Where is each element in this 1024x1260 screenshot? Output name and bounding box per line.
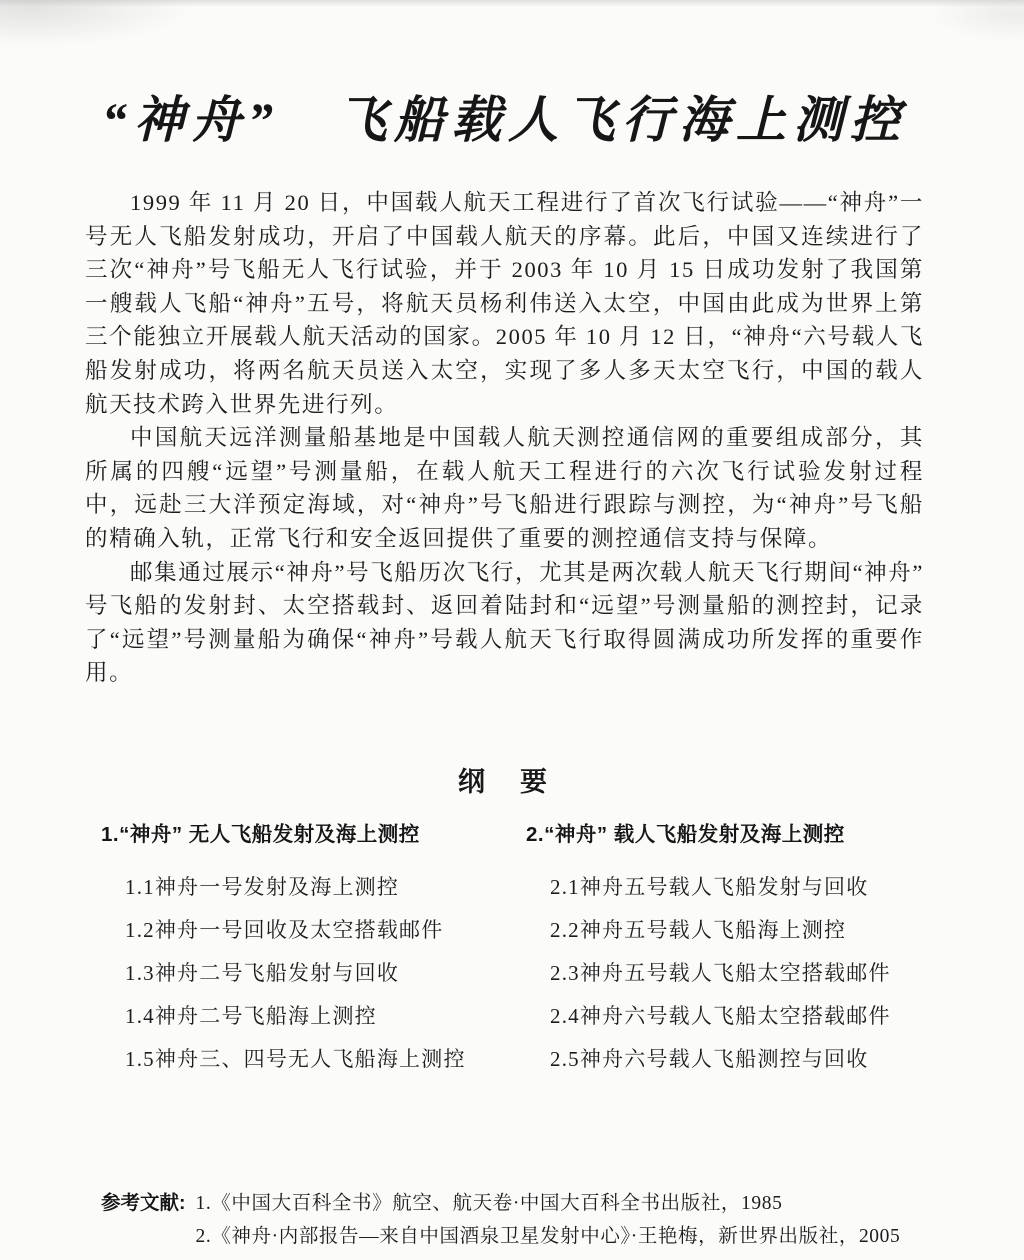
outline-item: 2.5神舟六号载人飞船测控与回收 — [550, 1046, 869, 1071]
page-title: “神舟” 飞船载人飞行海上测控 — [102, 92, 907, 148]
outline-item: 2.3神舟五号载人飞船太空搭载邮件 — [550, 960, 891, 985]
references-label: 参考文献: — [101, 1191, 186, 1214]
outline-item: 1.2神舟一号回收及太空搭载邮件 — [125, 917, 444, 942]
references-list — [196, 1187, 901, 1253]
outline-column-header: 1.“神舟” 无人飞船发射及海上测控 — [101, 822, 420, 846]
outline-column-unmanned — [101, 817, 526, 1089]
outline — [85, 817, 924, 1089]
outline-item: 1.1神舟一号发射及海上测控 — [125, 874, 400, 899]
references — [85, 1187, 924, 1253]
outline-heading: 纲 要 — [458, 766, 551, 797]
outline-item: 1.5神舟三、四号无人飞船海上测控 — [125, 1046, 466, 1071]
paragraph-tracking-ships: 中国航天远洋测量船基地是中国载人航天测控通信网的重要组成部分，其所属的四艘“远望”号测量船，在载人航天工程进行的六次飞行试验发射过程中，远赴三大洋预定海域，对“神舟”号飞船进行跟踪与测控，为“神舟”号飞船的精确入轨，正常飞行和安全返回提供了重要的测控通信支持与保障。 — [85, 425, 924, 551]
outline-item-list — [526, 874, 891, 1072]
outline-item: 1.3神舟二号飞船发射与回收 — [125, 960, 400, 985]
outline-item: 1.4神舟二号飞船海上测控 — [125, 1003, 377, 1028]
outline-item-list — [101, 874, 526, 1072]
outline-item: 2.2神舟五号载人飞船海上测控 — [550, 917, 847, 942]
outline-item: 2.4神舟六号载人飞船太空搭载邮件 — [550, 1003, 891, 1028]
body-text — [85, 186, 924, 690]
outline-column-manned — [526, 817, 891, 1089]
paragraph-exhibit: 邮集通过展示“神舟”号飞船历次飞行，尤其是两次载人航天飞行期间“神舟”号飞船的发射封、太空搭载封、返回着陆封和“远望”号测量船的测控封，记录了“远望”号测量船为确保“神舟”号载人航天飞行取得圆满成功所发挥的重要作用。 — [85, 559, 924, 686]
reference-item: 1.《中国大百科全书》航空、航天卷·中国大百科全书出版社，1985 — [195, 1192, 783, 1214]
outline-item: 2.1神舟五号载人飞船发射与回收 — [550, 874, 869, 899]
reference-item: 2.《神舟·内部报告—来自中国酒泉卫星发射中心》·王艳梅，新世界出版社，2005 — [195, 1225, 901, 1247]
outline-column-header: 2.“神舟” 载人飞船发射及海上测控 — [526, 822, 845, 846]
paragraph-intro: 1999 年 11 月 20 日，中国载人航天工程进行了首次飞行试验——“神舟”一号无人飞船发射成功，开启了中国载人航天的序幕。此后，中国又连续进行了三次“神舟”号飞船无人飞行试验，并于 2003 年 10 月 15 日成功发射了我国第一艘载人飞船“神舟”五号，将航天员杨利伟送入太空，中国由此成为世界上第三个能独立开展载人航天活动的国家。2005 年 10 月 12 日，“神舟“六号载人飞船发射成功，将两名航天员送入太空，实现了多人多天太空飞行，中国的载人航天技术跨入世界先进行列。 — [85, 190, 924, 417]
